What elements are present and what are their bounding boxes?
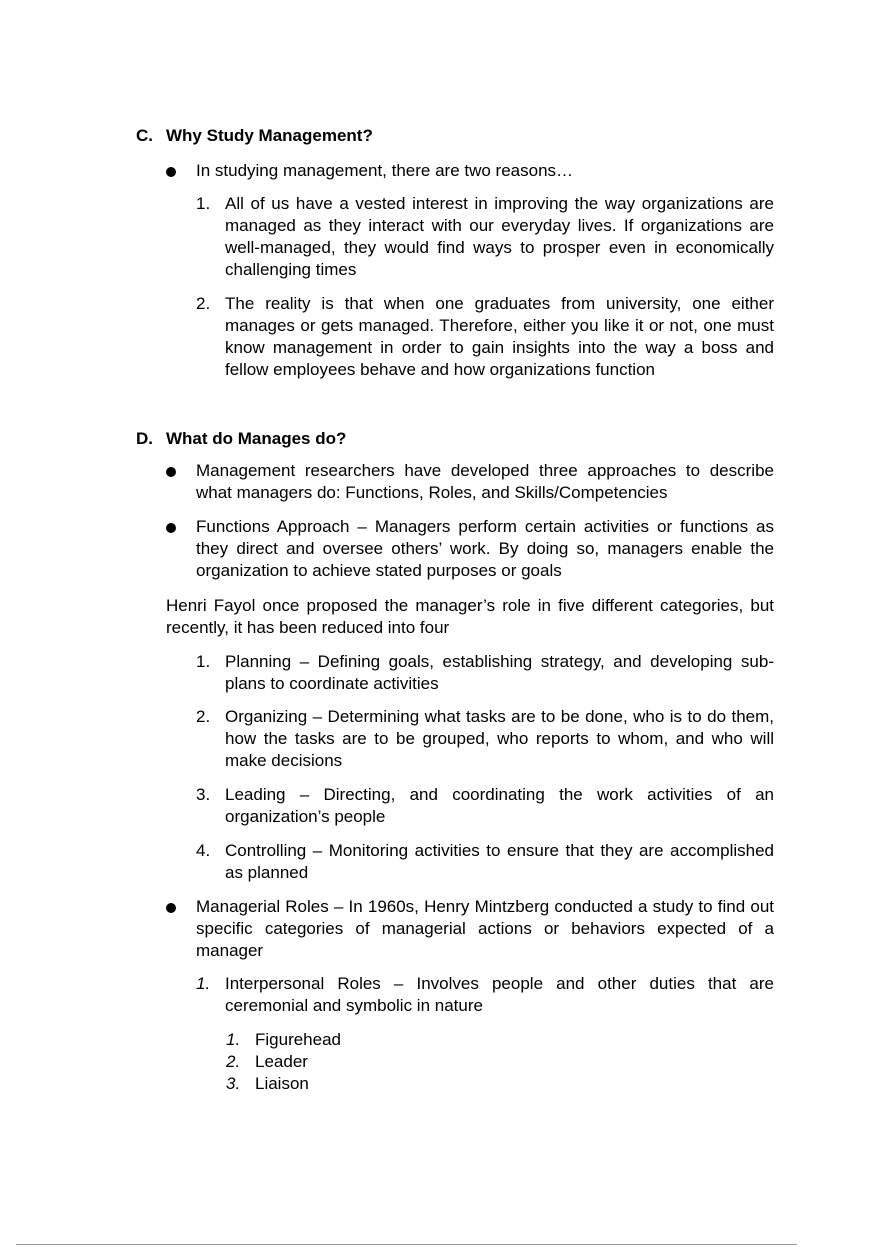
list-number: 2. [226,1052,241,1071]
section-c-title: Why Study Management? [166,126,373,145]
list-item [196,293,774,381]
list-number: 1. [196,652,211,671]
section-c-letter: C. [136,126,153,145]
section-c-heading [136,125,373,147]
section-d-heading [136,428,346,450]
list-item [226,1051,526,1073]
list-item-text: Figurehead [255,1030,342,1049]
list-item-text: All of us have a vested interest in improving the way organizations are managed as they interact with our everyday lives. If organizations are well-managed, they would find ways to prosper even in economically challenging times [225,194,774,279]
list-item [196,840,774,884]
list-item [166,460,774,504]
list-number: 3. [196,785,211,804]
list-number: 1. [226,1030,241,1049]
list-item [166,516,774,582]
bullet-icon [166,467,176,477]
list-item-text: Organizing – Determining what tasks are to be done, who is to do them, how the tasks are to be grouped, who reports to whom, and who will make decisions [225,707,774,770]
list-item [196,973,774,1017]
list-item-text: Liaison [255,1074,309,1093]
bullet-icon [166,167,176,177]
list-item-text: Leader [255,1052,308,1071]
list-item-text: Planning – Defining goals, establishing strategy, and developing sub-plans to coordinate activities [225,652,774,693]
list-number: 3. [226,1074,241,1093]
list-number: 4. [196,841,211,860]
section-d-title: What do Manages do? [166,429,347,448]
list-item-text: Controlling – Monitoring activities to ensure that they are accomplished as planned [225,841,774,882]
section-d-bullet-1: Management researchers have developed three approaches to describe what managers do: Functions, Roles, and Skills/Competencies [196,461,774,502]
footer-divider [16,1244,797,1245]
section-d-letter: D. [136,429,153,448]
bullet-icon [166,523,176,533]
list-item [226,1029,526,1051]
fayol-paragraph: Henri Fayol once proposed the manager’s role in five different categories, but recently, it has been reduced into four [166,596,774,637]
list-item [196,706,774,772]
section-c-bullet: In studying management, there are two reasons… [196,161,574,180]
list-item [196,784,774,828]
list-number: 2. [196,294,211,313]
list-number: 2. [196,707,211,726]
section-d-bullet-3: Managerial Roles – In 1960s, Henry Mintzberg conducted a study to find out specific categories of managerial actions or behaviors expected of a manager [196,897,774,960]
list-item [196,193,774,281]
list-item [226,1073,526,1095]
list-item [196,651,774,695]
list-item [166,896,774,962]
list-number: 1. [196,194,211,213]
list-item-text: The reality is that when one graduates from university, one either manages or gets managed. Therefore, either you like it or not, one must know management in order to gain insights into the way a boss and fellow employees behave and how organizations function [225,294,774,379]
list-item [166,160,774,182]
section-d-bullet-2: Functions Approach – Managers perform certain activities or functions as they direct and oversee others’ work. By doing so, managers enable the organization to achieve stated purposes or goals [196,517,774,580]
list-number: 1. [196,974,211,993]
list-item-text: Leading – Directing, and coordinating the work activities of an organization’s people [225,785,774,826]
bullet-icon [166,903,176,913]
list-item-text: Interpersonal Roles – Involves people and other duties that are ceremonial and symbolic in nature [225,974,774,1015]
